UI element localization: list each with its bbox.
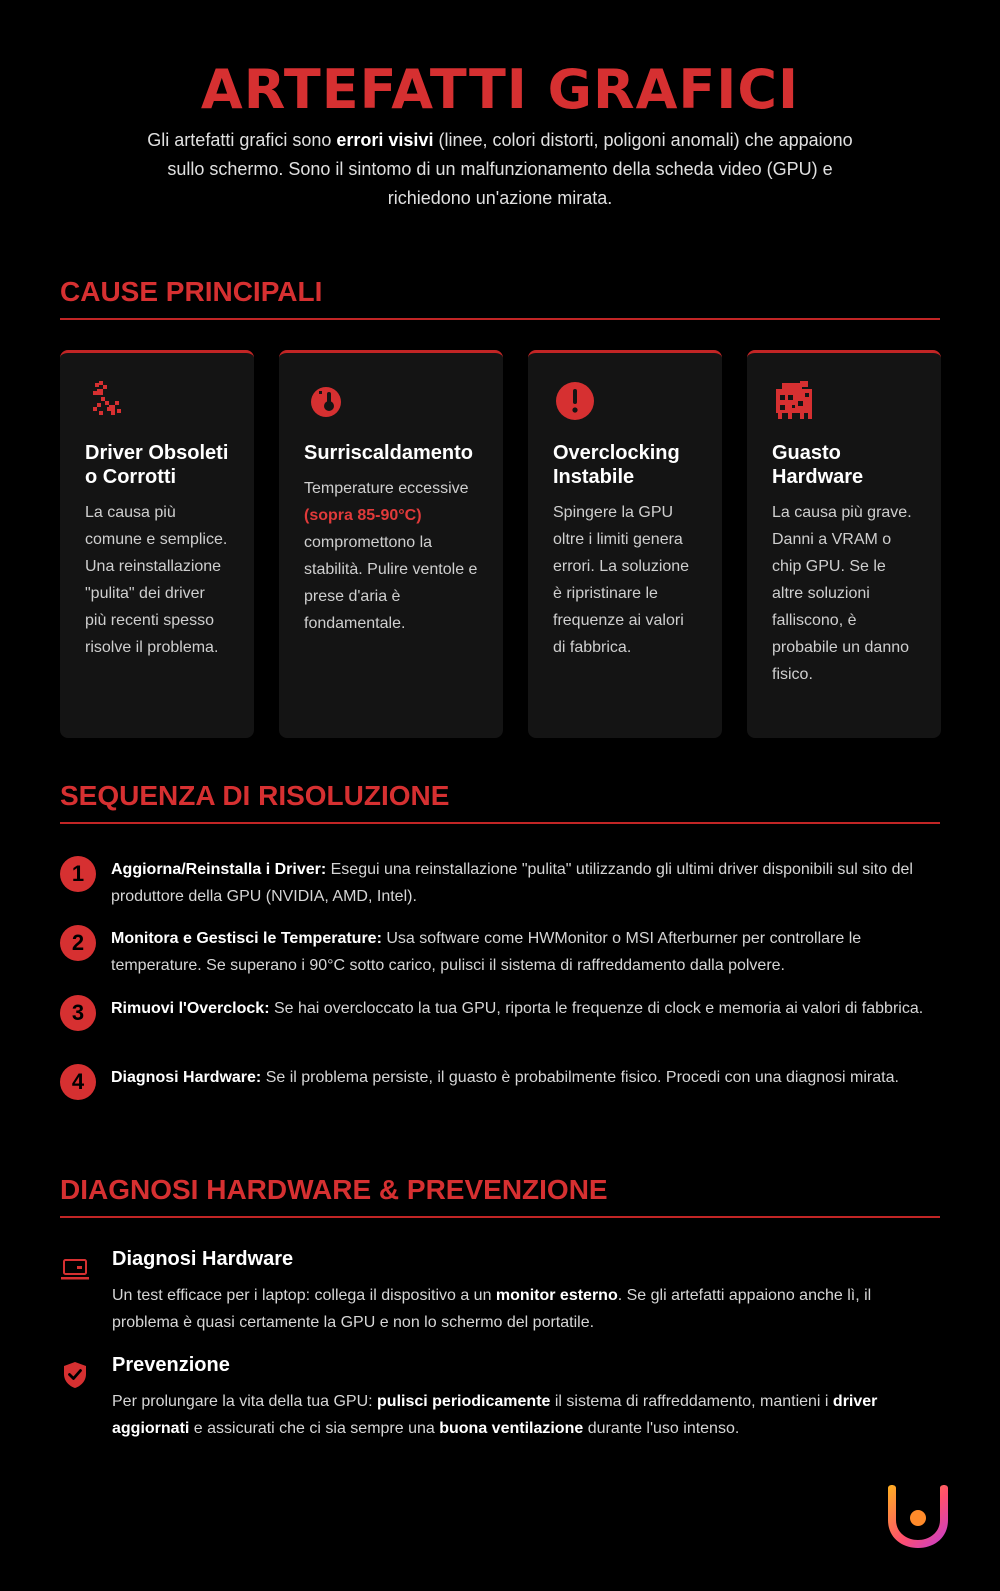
- step-text: Monitora e Gestisci le Temperature: Usa software come HWMonitor o MSI Afterburner per controllare le temperature. Se superano i 90°C sotto carico, pulisci il sistema di raffreddamento dalla polvere.: [111, 930, 862, 974]
- shield-check-icon: [60, 1360, 90, 1390]
- causes-section-title: CAUSE PRINCIPALI: [60, 276, 940, 320]
- page-title: ARTEFATTI GRAFICI: [200, 58, 800, 121]
- cause-text: Temperature eccessive (sopra 85-90°C) compromettono la stabilità. Pulire ventole e prese d'aria è fondamentale.: [304, 480, 478, 632]
- prevention-title: Prevenzione: [112, 1354, 230, 1376]
- sequence-section-title: SEQUENZA DI RISOLUZIONE: [60, 780, 940, 824]
- step-text: Rimuovi l'Overclock: Se hai overcloccato la tua GPU, riporta le frequenze di clock e memoria ai valori di fabbrica.: [111, 1000, 924, 1017]
- bug-icon: [85, 379, 129, 423]
- cause-title: Driver Obsoleti o Corrotti: [85, 442, 229, 488]
- cause-card-overclock: [528, 350, 722, 738]
- cause-title: Guasto Hardware: [772, 442, 864, 488]
- warning-icon: [553, 379, 597, 423]
- step-number: 4: [60, 1064, 96, 1100]
- temperature-icon: [304, 379, 348, 423]
- cause-text: La causa più comune e semplice. Una reinstallazione "pulita" dei driver più recenti spesso risolve il problema.: [85, 504, 228, 656]
- step-number: 2: [60, 925, 96, 961]
- intro-text: Gli artefatti grafici sono errori visivi (linee, colori distorti, poligoni anomali) che appaiono sullo schermo. Sono il sintomo di un malfunzionamento della scheda video (GPU) e richiedono un'azione mirata.: [147, 130, 853, 208]
- brand-logo: [882, 1480, 954, 1552]
- diagnosis-title: Diagnosi Hardware: [112, 1248, 294, 1270]
- step-number: 1: [60, 856, 96, 892]
- cause-card-hardware: [747, 350, 941, 738]
- step-text: Diagnosi Hardware: Se il problema persiste, il guasto è probabilmente fisico. Procedi con una diagnosi mirata.: [111, 1069, 899, 1086]
- step-number: 3: [60, 995, 96, 1031]
- diagnosis-section-title: DIAGNOSI HARDWARE & PREVENZIONE: [60, 1174, 940, 1218]
- cause-title: Surriscaldamento: [304, 442, 473, 464]
- prevention-text: Per prolungare la vita della tua GPU: pulisci periodicamente il sistema di raffreddamento, mantieni i driver aggiornati e assicurati che ci sia sempre una buona ventilazione durante l'uso intenso.: [112, 1393, 878, 1437]
- cause-card-driver: [60, 350, 254, 738]
- cause-card-overheat: [279, 350, 503, 738]
- laptop-icon: [60, 1254, 90, 1284]
- diagnosis-text: Un test efficace per i laptop: collega il dispositivo a un monitor esterno. Se gli artefatti appaiono anche lì, il problema è quasi certamente la GPU e non lo schermo del portatile.: [112, 1287, 872, 1331]
- cause-text: Spingere la GPU oltre i limiti genera errori. La soluzione è ripristinare le frequenze ai valori di fabbrica.: [553, 504, 690, 656]
- hardware-chip-icon: [772, 379, 816, 423]
- step-text: Aggiorna/Reinstalla i Driver: Esegui una reinstallazione "pulita" utilizzando gli ultimi driver disponibili sul sito del produttore della GPU (NVIDIA, AMD, Intel).: [111, 861, 913, 905]
- cause-title: Overclocking Instabile: [553, 442, 680, 488]
- cause-text: La causa più grave. Danni a VRAM o chip GPU. Se le altre soluzioni falliscono, è probabile un danno fisico.: [772, 504, 912, 683]
